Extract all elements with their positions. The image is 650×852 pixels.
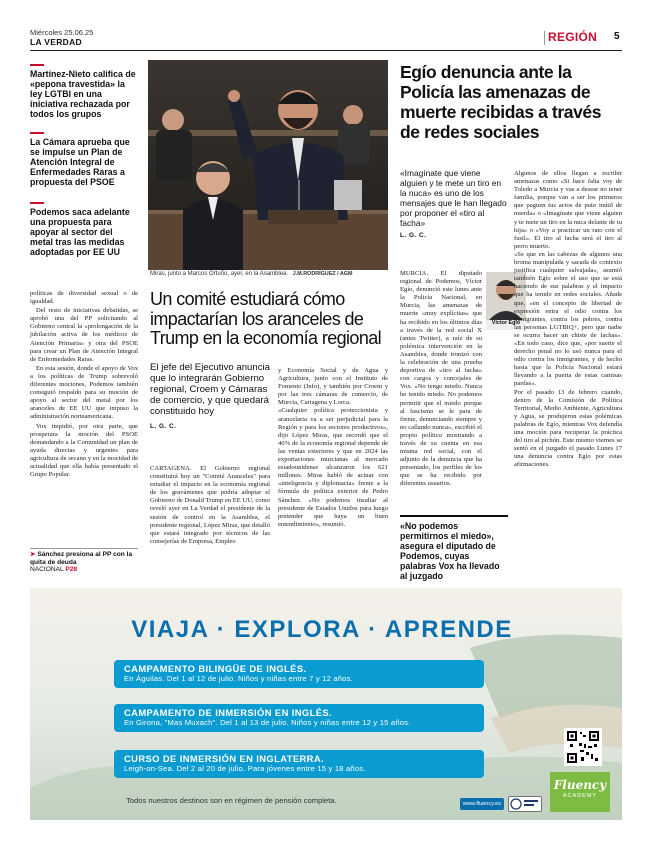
header-date: Miércoles 25.06.25 [30, 28, 94, 37]
nacional-teaser[interactable] [30, 548, 138, 574]
portrait-name: Víctor Egío [491, 320, 521, 326]
arrow-icon: ➤ [30, 551, 38, 558]
teaser-page: P28 [65, 566, 78, 574]
egio-byline: L. G. C. [400, 232, 427, 239]
camp-2[interactable] [114, 704, 484, 732]
egio-lede-box [400, 168, 508, 242]
brief-title: La Cámara aprueba que se impulse un Plan de Atención Integral de Enfermedades Raras a propuesta del PSOE [30, 137, 130, 187]
advertisement[interactable] [30, 588, 622, 820]
brief-accent [30, 64, 44, 66]
qr-code-icon[interactable] [564, 728, 602, 766]
brand-sub: ACADEMY [562, 793, 598, 799]
camp-title: CAMPAMENTO BILINGÜE DE INGLÉS. [124, 663, 307, 674]
photo-credit: J.M.RODRÍGUEZ / AGM [292, 271, 353, 277]
camp-details: En Águilas. Del 1 al 12 de julio. Niños y niñas entre 7 y 12 años. [124, 674, 353, 683]
aranceles-text-col1: CARTAGENA. El Gobierno regional constituirá hoy un "Comité Aranceles" para estudiar el impacto en la economía regional de los gravámenes que podría adoptar el Gobierno de Donald Trump en EE UU, como reveló ayer en La Verdad el presidente de la sesión de control en la Asamblea, el presidente regional, López Miras, que detalló que estará integrado por técnicos de las consejerías de Empresa, Empleo [150, 465, 270, 545]
newspaper-name: LA VERDAD [30, 37, 82, 47]
paragraph: Del resto de iniciativas debatidas, se aprobó una del PP solicitando al Gobierno central la «prolongación de la jubilación activa de los médicos de Atención Primaria» y otra del PSOE para crear un Plan de Atención Integral de Enfermedades Raras. [30, 307, 138, 363]
section-divider [544, 31, 545, 45]
camp-1[interactable] [114, 660, 484, 688]
ad-headline: VIAJA · EXPLORA · APRENDE [131, 616, 513, 643]
camp-3[interactable] [114, 750, 484, 778]
brand-name: Fluency [553, 778, 607, 792]
page-header [30, 28, 622, 50]
brief-1 [30, 64, 138, 119]
egio-pullquote [400, 515, 508, 581]
egio-lede: «Imagínate que viene alguien y te mete un tiro en la nuca» es uno de los mensajes que le han llegado por proponer el «tiro al facha» [400, 168, 507, 228]
teaser-section: NACIONAL [30, 566, 64, 574]
paragraph: En esta sesión, donde el apoyo de Vox a los políticas de Trump sobrevoló diferentes mociones, Podemos también consiguió respaldo para su moción de apoyo al sector del metal por los aranceles de EE UU que impuso la administración norteamericana. [30, 364, 138, 421]
aranceles-text-col2: y Economía Social y de Agua y Agricultura, junto con el Instituto de Fomento (Info), y también por Croem y por las tres cámaras de comercio, de Murcia, Cartagena y Lorca. «Cualquier política proteccionista y arancelaria va a ser perjudicial para la Región y para los sectores productivos», dijo López Miras, que recordó que el 40% de la economía regional depende de las ventas exteriores y que en 2024 las exportaciones murcianas al mercado estadounidense alcanzaron los 621 millones. Miras habló de actuar con «inteligencia y diplomacia» frente a la fórmula de política exterior de Pedro Sánchez. «No podemos insultar al presidente de Estados Unidos para luego pretender que haya un buen entendimiento», resumió. [278, 367, 388, 528]
brief-2 [30, 132, 138, 187]
website-badge[interactable] [460, 798, 504, 810]
caption-text: Miras, junto a Marcos Ortuño, ayer, en la Asamblea. [150, 271, 289, 277]
news-photo [148, 60, 388, 270]
left-column-text [30, 290, 138, 480]
website-text: www.fluency.es [462, 801, 502, 807]
teaser-ref [30, 566, 138, 574]
brief-accent [30, 202, 44, 204]
fluency-logo[interactable] [550, 772, 610, 812]
pullquote-text: «No podemos permitirnos el miedo», asegura el diputado de Podemos, cuyas palabras Vox ha llevado al juzgado [400, 521, 500, 581]
paragraph: políticas de diversidad sexual o de igualdad. [30, 290, 138, 306]
camp-details: En Girona, "Mas Muxach". Del 1 al 13 de julio. Niños y niñas entre 12 y 15 años. [124, 718, 411, 727]
header-rule [30, 50, 622, 51]
aranceles-lede-box [150, 362, 270, 433]
aranceles-byline: L. G. C. [150, 423, 177, 430]
teaser-text: ➤ Sánchez presiona al PP con la quita de deuda [30, 551, 133, 566]
egio-text-col1: MURCIA. El diputado regional de Podemos, Víctor Egío, denunció este lunes ante la Policía Nacional, en Murcia, las amenazas de muerte «muy explícitas» que ha recibido en los últimos días a través de la red social X (antes Twitter), a raíz de su polémica intervención en la Asamblea, donde ironizó con la celebración de una prueba deportiva de «tiro al facha» con cargos y concejales de Vox. «No tengo miedo. Nunca he tenido miedo. No podemos permitir que el miedo porque al fascismo se le para de frente, denunciando siempre y no callando nunca», escribió el propio político mostrando a través de su cuenta en esa misma red social, con el adjunto de la denuncia que ha presentado, los perfiles de los que se ha recibido por diferentes usuarios. [400, 270, 482, 488]
aranceles-lede: El jefe del Ejecutivo anuncia que lo integrarán Gobierno regional, Croem y Cámaras de comercio, y que quedará constituido hoy [150, 362, 270, 417]
brief-accent [30, 132, 44, 134]
ad-footer-note: Todos nuestros destinos son en régimen de pensión completa. [126, 796, 337, 805]
photo-caption [150, 271, 390, 278]
brief-title: Podemos saca adelante una propuesta para apoyar al sector del metal tras las medidas adoptadas por EE UU [30, 207, 130, 257]
egio-text-col2: Algunos de ellos llegan a escribir amenazas como «Si hace falta voy de Toledo a Murcia y vas a desear no tener familia, porque van a ser los primeros que paguen tus actos de puto inútil de mierda» o «Imagínate que viene alguien y te mete un tiro en la nuca delante de tu hija» o «Voy a practicar un rato con el fusil». El tiro al facha será el tiro al perro muerto. «Se que en las cabezas de algunos una broma manipulada y sacada de contexto justifica cualquier salvajada», asumió también Egío sobre el uso que se está haciendo de sus palabras y el impacto que ha tenido en redes sociales. Añade que, «en el concepto de libertad de expresión entra el odio contra los inmigrantes, contra los pobres, contra las personas LGTBIQ+, pero que nadie se ocurra hacer un chiste de fachas». «En todo caso, dice que, «por suerte el derecho penal no lo usó nunca para el odio contra los inmigrantes, y de hecho hasta que la Policía Nacional estará llevando a la puerta de estas camisas pardas». Por el pasado 13 de febrero cuando, dentro de la Comisión de Política Territorial, Medio Ambiente, Agricultura y Agua, se produjeron estas polémicas palabras de Egío, mientras Vox defendía una moción para recuperar la práctica del tiro al pichón. Este mismo viernes se sentó en el juzgado el pasado Lunes 17 una denuncia contra Egío por estas afirmaciones. [514, 170, 622, 469]
brief-title: Martínez-Nieto califica de «pepona travestida» la ley LGTBI en una iniciativa rechazada por todos los grupos [30, 69, 136, 119]
certification-badge-icon [508, 796, 542, 812]
paragraph: Vox impidió, por otra parte, que prosperara la moción del PSOE demandando a la Comunidad un plan de ayuda directas y urgentes para agricultura de secano y en la mocidad de actualidad que ella había presentado el Grupo Popular. [30, 422, 138, 479]
camp-details: Leigh-on-Sea. Del 2 al 20 de julio. Para jóvenes entre 15 y 18 años. [124, 764, 366, 773]
camp-title: CAMPAMENTO DE INMERSIÓN EN INGLÉS. [124, 707, 333, 718]
page-number: 5 [614, 31, 620, 42]
section-name: REGIÓN [548, 30, 598, 44]
aranceles-headline: Un comité estudiará cómo impactarían los aranceles de Trump en la economía regional [150, 289, 382, 348]
camp-title: CURSO DE INMERSIÓN EN INGLATERRA. [124, 753, 325, 764]
assembly-photo-illustration [148, 60, 388, 270]
egio-headline: Egío denuncia ante la Policía las amenazas de muerte recibidas a través de redes sociales [400, 62, 602, 142]
brief-3 [30, 202, 138, 257]
